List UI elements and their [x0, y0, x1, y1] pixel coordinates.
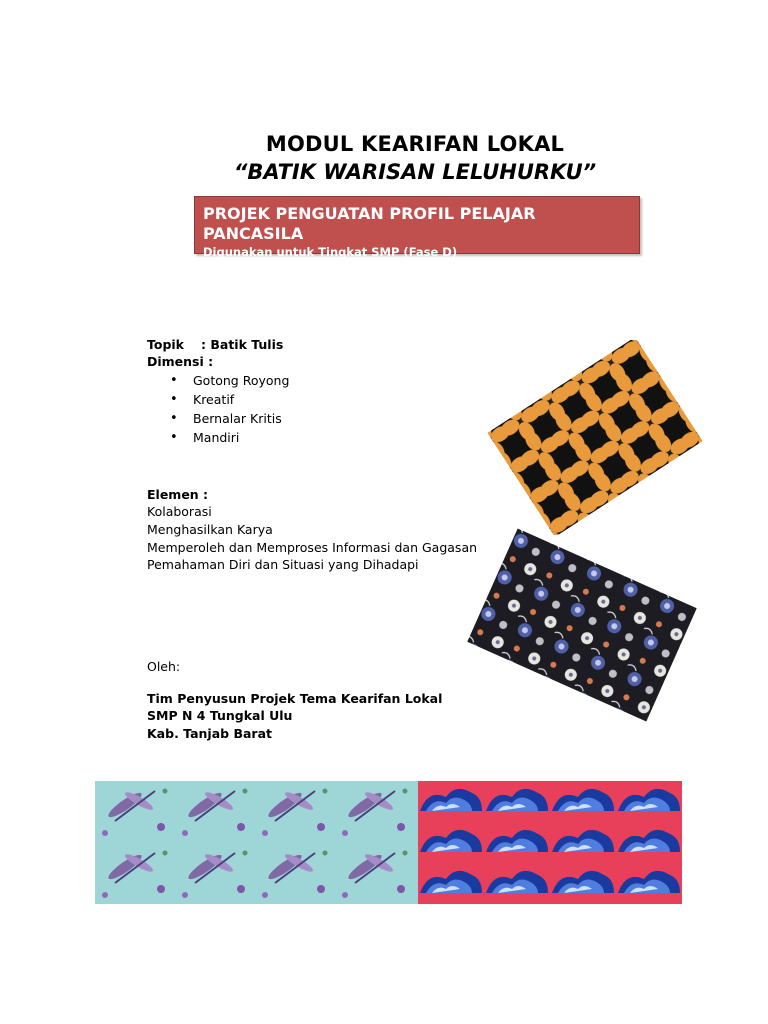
- batik-mega-mendung-image: [418, 781, 682, 904]
- list-item: • Gotong Royong: [170, 371, 289, 390]
- elemen-item: Kolaborasi: [147, 504, 212, 519]
- school-line: SMP N 4 Tungkal Ulu: [147, 708, 293, 723]
- topik-line: [147, 336, 283, 354]
- batik-kawung-image: [480, 340, 710, 535]
- elemen-label: Elemen :: [147, 487, 209, 502]
- topik-label: Topik: [147, 337, 184, 352]
- author-line: Tim Penyusun Projek Tema Kearifan Lokal: [147, 691, 443, 706]
- list-item: • Bernalar Kritis: [170, 409, 289, 428]
- batik-floral-image: [462, 525, 702, 725]
- oleh-label: Oleh:: [147, 659, 181, 674]
- dimensi-list: [170, 371, 289, 447]
- region-line: Kab. Tanjab Barat: [147, 726, 272, 741]
- dimensi-label: Dimensi :: [147, 354, 214, 369]
- document-subtitle: “BATIK WARISAN LELUHURKU”: [233, 160, 597, 184]
- document-title: MODUL KEARIFAN LOKAL: [265, 132, 565, 156]
- banner-title: PROJEK PENGUATAN PROFIL PELAJAR PANCASILA: [203, 204, 536, 243]
- banner-subtitle: Digunakan untuk Tingkat SMP (Fase D): [203, 245, 458, 259]
- elemen-item: Memperoleh dan Memproses Informasi dan Gagasan: [147, 540, 478, 555]
- list-item: • Mandiri: [170, 428, 289, 447]
- projek-banner: [194, 196, 640, 259]
- elemen-item: Menghasilkan Karya: [147, 522, 273, 537]
- topik-value: : Batik Tulis: [201, 337, 284, 352]
- batik-dragonfly-image: [95, 781, 418, 904]
- list-item: • Kreatif: [170, 390, 289, 409]
- elemen-item: Pemahaman Diri dan Situasi yang Dihadapi: [147, 557, 419, 572]
